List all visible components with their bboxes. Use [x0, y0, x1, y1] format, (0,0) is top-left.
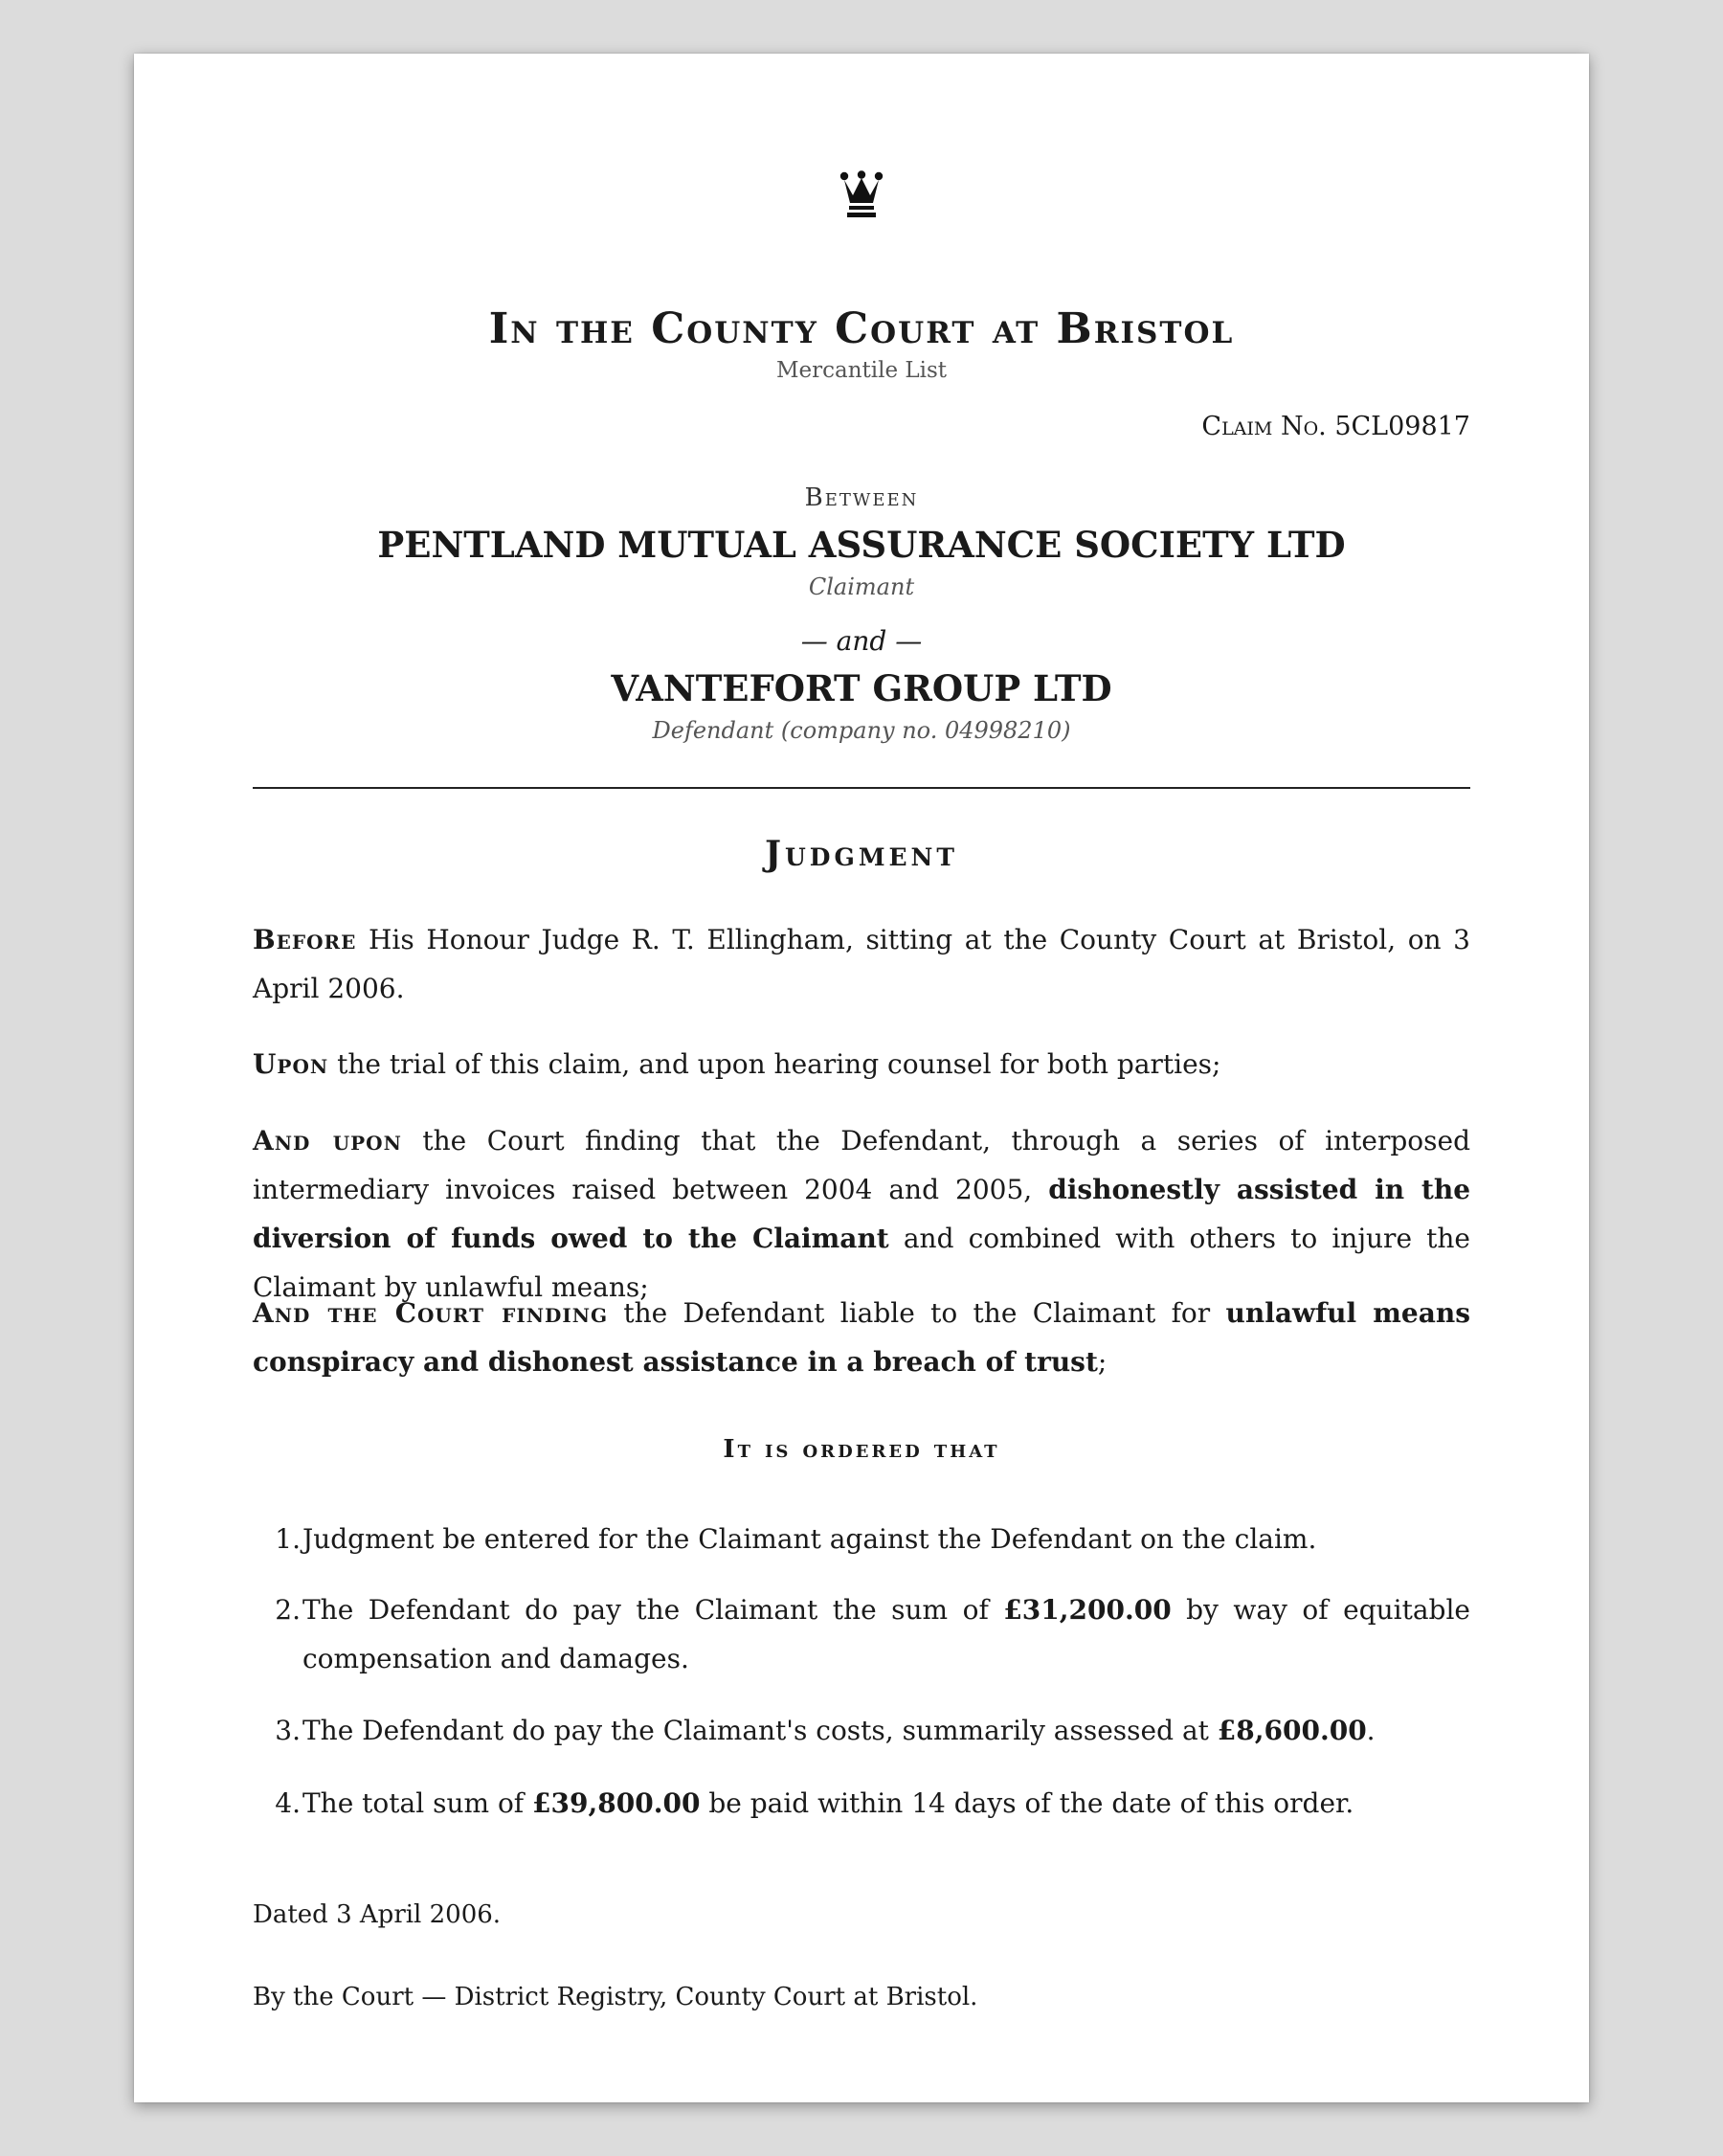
claimant-name: PENTLAND MUTUAL ASSURANCE SOCIETY LTD — [377, 524, 1346, 566]
order-text-part: . — [1366, 1715, 1376, 1746]
order-text — [302, 1706, 1470, 1755]
paragraph-upon — [253, 1040, 1470, 1089]
defendant-role: Defendant (company no. 04998210) — [652, 717, 1071, 744]
order-number: 3. — [275, 1715, 301, 1746]
and-separator: — and — — [800, 625, 923, 657]
paragraph-lead: And the Court finding — [253, 1297, 609, 1329]
paragraph-and-upon — [253, 1116, 1470, 1312]
paragraph-lead: And upon — [253, 1125, 402, 1157]
order-number: 4. — [275, 1787, 301, 1819]
claim-number-label: Claim No. — [1201, 412, 1327, 441]
ordered-heading: It is ordered that — [723, 1435, 1000, 1464]
order-item — [253, 1515, 1470, 1563]
between-label: Between — [804, 483, 919, 512]
order-amount: £8,600.00 — [1217, 1715, 1367, 1746]
paragraph-emphasis: unlawful means conspiracy and dishonest assistance in a breach of trust — [253, 1297, 1470, 1378]
court-list-name: Mercantile List — [775, 358, 948, 383]
paragraph-text: and combined with others to injure the Claimant by unlawful means; — [253, 1223, 1470, 1303]
defendant-name: VANTEFORT GROUP LTD — [611, 667, 1112, 709]
claim-number-value: 5CL09817 — [1334, 412, 1470, 441]
paragraph-court-finding — [253, 1289, 1470, 1386]
order-text — [302, 1779, 1470, 1828]
paragraph-text: ; — [1097, 1346, 1108, 1378]
order-text-part: The total sum of — [302, 1787, 533, 1819]
order-item — [253, 1585, 1470, 1683]
paragraph-text: the trial of this claim, and upon hearing counsel for both parties; — [328, 1048, 1221, 1080]
order-text-part: be paid within 14 days of the date of this order. — [700, 1787, 1354, 1819]
order-text-part: Judgment be entered for the Claimant against the Defendant on the claim. — [302, 1523, 1317, 1555]
order-number: 1. — [275, 1523, 301, 1555]
judgment-heading: Judgment — [764, 834, 959, 874]
order-amount: £31,200.00 — [1003, 1594, 1172, 1626]
paragraph-lead: Upon — [253, 1048, 329, 1080]
order-item — [253, 1706, 1470, 1755]
order-text-part: The Defendant do pay the Claimant's costs, summarily assessed at — [302, 1715, 1218, 1746]
crown-icon — [253, 170, 1470, 224]
order-text — [302, 1585, 1470, 1683]
paragraph-text: His Honour Judge R. T. Ellingham, sitting at the County Court at Bristol, on 3 April 2006. — [253, 924, 1470, 1004]
claim-number — [1201, 408, 1470, 446]
paragraph-emphasis: dishonestly assisted in the diversion of funds owed to the Claimant — [253, 1174, 1471, 1254]
order-text-part: by way of equitable compensation and damages. — [302, 1594, 1471, 1674]
paragraph-before — [253, 915, 1470, 1013]
paragraph-lead: Before — [253, 924, 357, 955]
divider — [253, 787, 1470, 789]
dated-line: Dated 3 April 2006. — [253, 1900, 502, 1929]
order-item — [253, 1779, 1470, 1828]
document-page — [134, 54, 1589, 2102]
by-the-court-line: By the Court — District Registry, County Court at Bristol. — [253, 1983, 978, 2011]
order-number: 2. — [275, 1594, 301, 1626]
paragraph-text: the Court finding that the Defendant, through a series of interposed intermediary invoices raised between 2004 and 2005, — [253, 1125, 1470, 1205]
order-text-part: The Defendant do pay the Claimant the sum of — [302, 1594, 1004, 1626]
order-text — [302, 1515, 1470, 1563]
court-title: In the County Court at Bristol — [488, 304, 1235, 353]
paragraph-text: the Defendant liable to the Claimant for — [608, 1297, 1226, 1329]
order-amount: £39,800.00 — [532, 1787, 701, 1819]
claimant-role: Claimant — [808, 573, 915, 600]
